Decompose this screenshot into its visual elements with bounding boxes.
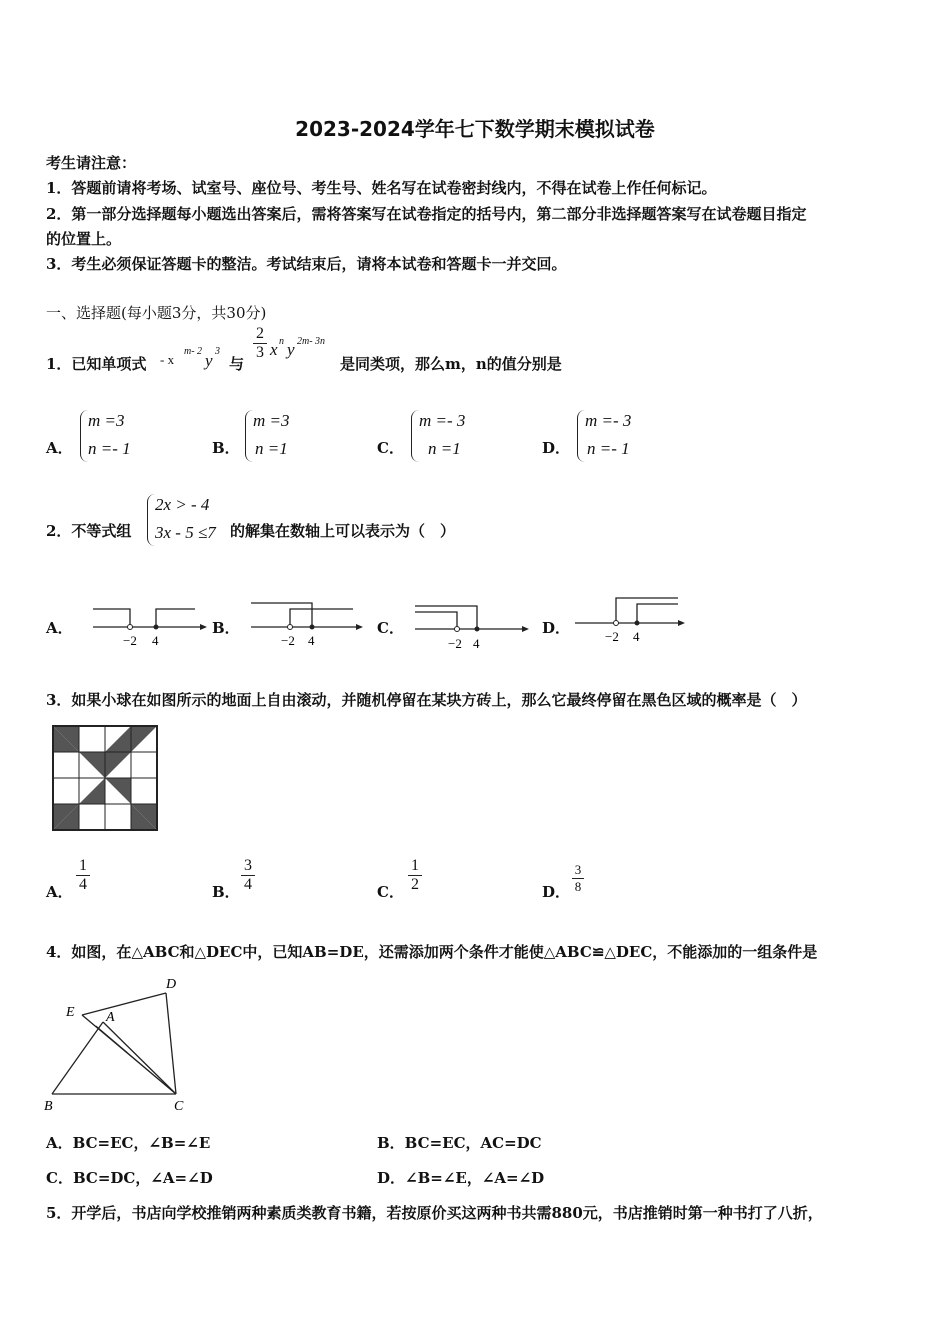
notice-item-1: 1．答题前请将考场、试室号、座位号、考生号、姓名写在试卷密封线内，不得在试卷上作任何标记。 bbox=[46, 179, 717, 197]
q1-term1-exp-x: m- 2 bbox=[184, 346, 203, 357]
q2-option-d-tick2: 4 bbox=[633, 629, 640, 644]
page-title: 2023-2024学年七下数学期末模拟试卷 bbox=[295, 117, 655, 141]
q4-label-b: B bbox=[44, 1099, 53, 1114]
q2-option-d-label: D． bbox=[542, 619, 571, 637]
q2-option-c-tick1: −2 bbox=[448, 636, 462, 651]
q2-option-c-tick2: 4 bbox=[473, 636, 480, 651]
q1-connector: 与 bbox=[229, 355, 245, 373]
q3-option-c-label: C． bbox=[377, 883, 404, 901]
q1-term2-y: y bbox=[287, 340, 295, 359]
q1-term1-exp-y: 3 bbox=[215, 346, 220, 357]
q2-line1: 2x > - 4 bbox=[155, 495, 210, 514]
q1-option-a-label: A． bbox=[46, 439, 73, 457]
q1-option-d-line2: n =- 1 bbox=[587, 439, 630, 458]
q1-option-b-line1: m =3 bbox=[253, 411, 290, 430]
q2-option-b-numberline bbox=[248, 596, 368, 652]
q1-prefix: 1．已知单项式 bbox=[46, 355, 147, 373]
q3-option-c-fraction bbox=[408, 857, 422, 894]
q1-frac-num: 2 bbox=[256, 325, 264, 342]
q2-suffix: 的解集在数轴上可以表示为（ ） bbox=[230, 522, 456, 540]
q2-option-d-numberline bbox=[572, 592, 690, 648]
q1-option-b-line2: n =1 bbox=[255, 439, 288, 458]
q1-option-c-line1: m =- 3 bbox=[419, 411, 466, 430]
q1-option-a-line2: n =- 1 bbox=[88, 439, 131, 458]
q1-term1: - x bbox=[160, 352, 175, 367]
q2-option-a-numberline bbox=[90, 600, 210, 652]
q3-option-a-fraction bbox=[76, 857, 90, 894]
q3-option-a-num: 1 bbox=[79, 857, 87, 874]
q2-option-c-numberline bbox=[412, 598, 534, 654]
q1-option-d-line1: m =- 3 bbox=[585, 411, 632, 430]
q3-option-b-label: B． bbox=[212, 883, 240, 901]
q3-option-a-den: 4 bbox=[76, 875, 90, 894]
q3-tile-grid bbox=[50, 723, 160, 835]
q3-option-b-fraction bbox=[241, 857, 255, 894]
q3-option-b-num: 3 bbox=[244, 857, 252, 874]
q3-option-d-fraction bbox=[572, 862, 584, 895]
q4-option-d: D．∠B=∠E，∠A=∠D bbox=[377, 1169, 545, 1187]
q2-option-b-label: B． bbox=[212, 619, 240, 637]
q2-option-a-tick2: 4 bbox=[152, 633, 159, 648]
q1-term2-exp-x: n bbox=[279, 336, 284, 347]
q2-option-c-label: C． bbox=[377, 619, 404, 637]
q1-option-b-label: B． bbox=[212, 439, 240, 457]
q2-option-a-tick1: −2 bbox=[123, 633, 137, 648]
q2-option-b-tick1: −2 bbox=[281, 633, 295, 648]
q4-triangle-figure bbox=[40, 972, 200, 1118]
q1-frac-den: 3 bbox=[253, 343, 267, 362]
notice-item-2: 2．第一部分选择题每小题选出答案后，需将答案写在试卷指定的括号内，第二部分非选择题答案写在试卷题目指定 bbox=[46, 205, 807, 223]
q1-suffix: 是同类项，那么m，n的值分别是 bbox=[340, 355, 562, 373]
q3-option-c-den: 2 bbox=[408, 875, 422, 894]
q2-line2: 3x - 5 ≤7 bbox=[155, 523, 216, 542]
q4-text: 4．如图，在△ABC和△DEC中，已知AB=DE，还需添加两个条件才能使△ABC≌△DEC，不能添加的一组条件是 bbox=[46, 943, 818, 961]
q3-option-d-num: 3 bbox=[574, 862, 582, 877]
q1-term2-exp-y: 2m- 3n bbox=[297, 336, 326, 347]
q3-option-b-den: 4 bbox=[241, 875, 255, 894]
q2-option-a-label: A． bbox=[46, 619, 73, 637]
q4-label-e: E bbox=[66, 1005, 75, 1020]
notice-item-3: 3．考生必须保证答题卡的整洁。考试结束后，请将本试卷和答题卡一并交回。 bbox=[46, 255, 567, 273]
notice-heading: 考生请注意： bbox=[46, 154, 137, 172]
q2-option-d-tick1: −2 bbox=[605, 629, 619, 644]
q3-option-a-label: A． bbox=[46, 883, 73, 901]
q4-label-a: A bbox=[106, 1010, 115, 1025]
q1-fraction bbox=[253, 325, 267, 362]
q4-label-d: D bbox=[166, 977, 177, 992]
notice-item-2-cont: 的位置上。 bbox=[46, 230, 122, 248]
q3-option-c-num: 1 bbox=[411, 857, 419, 874]
q1-option-d-label: D． bbox=[542, 439, 571, 457]
q1-option-c-line2: n =1 bbox=[428, 439, 461, 458]
q1-option-a-line1: m =3 bbox=[88, 411, 125, 430]
q3-text: 3．如果小球在如图所示的地面上自由滚动，并随机停留在某块方砖上，那么它最终停留在黑色区域的概率是（ ） bbox=[46, 691, 807, 709]
q4-label-c: C bbox=[174, 1099, 184, 1114]
q3-option-d-label: D． bbox=[542, 883, 571, 901]
q5-text: 5．开学后，书店向学校推销两种素质类教育书籍，若按原价买这两种书共需880元，书店推销时第一种书打了八折， bbox=[46, 1204, 823, 1222]
q1-option-c-label: C． bbox=[377, 439, 404, 457]
q4-option-c: C．BC=DC，∠A=∠D bbox=[46, 1169, 213, 1187]
q2-prefix: 2．不等式组 bbox=[46, 522, 132, 540]
q1-term2-x: x bbox=[270, 340, 278, 359]
q4-option-a: A．BC=EC，∠B=∠E bbox=[46, 1134, 211, 1152]
q4-option-b: B．BC=EC，AC=DC bbox=[377, 1134, 542, 1152]
section-heading: 一、选择题(每小题3分，共30分) bbox=[46, 304, 267, 322]
q3-option-d-den: 8 bbox=[572, 878, 584, 895]
q1-term1-y: y bbox=[205, 351, 213, 370]
q2-option-b-tick2: 4 bbox=[308, 633, 315, 648]
